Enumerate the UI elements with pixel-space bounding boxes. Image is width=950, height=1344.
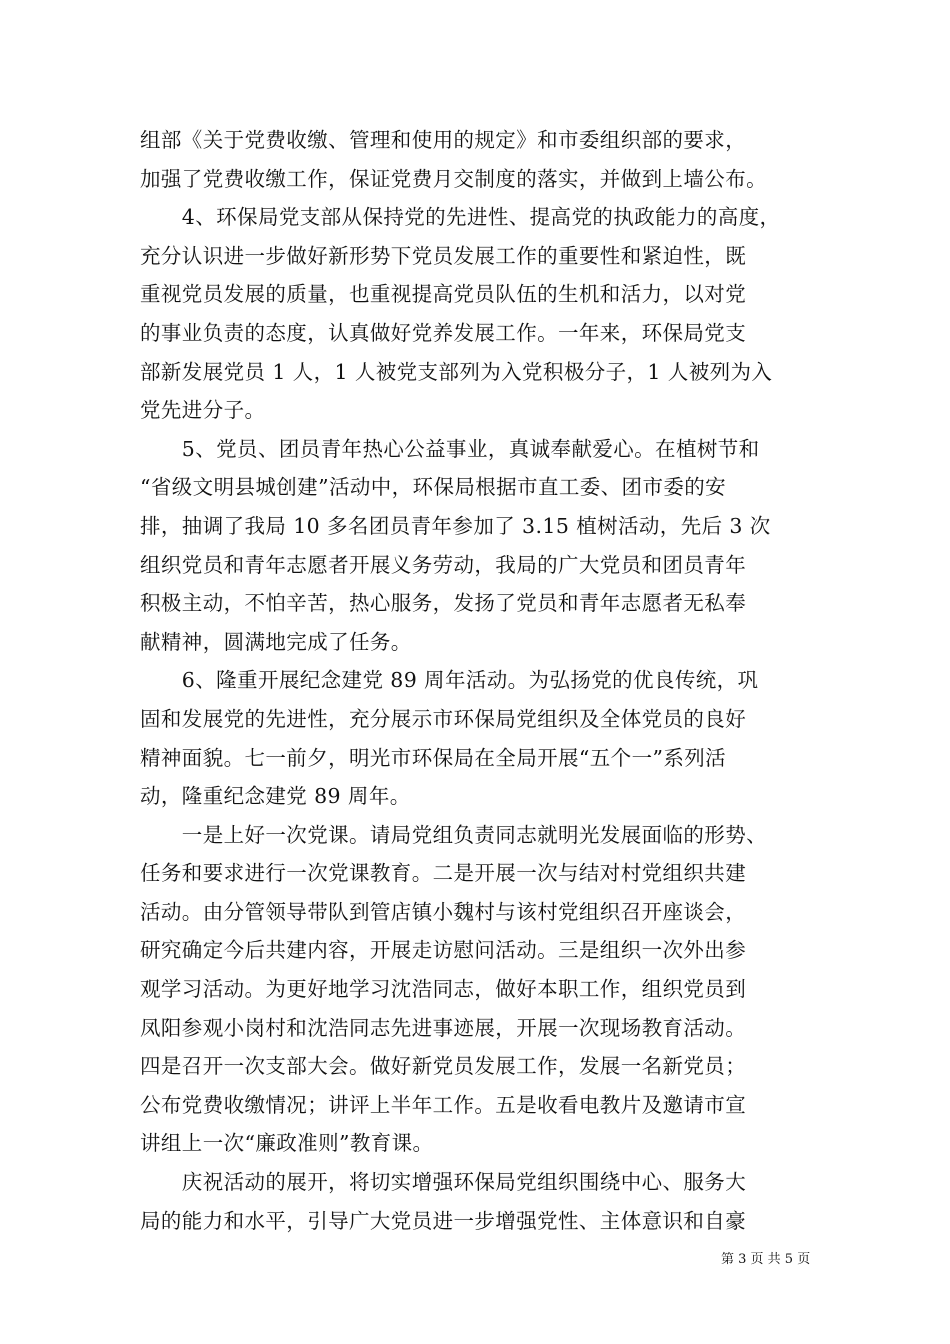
text-line: 党先进分子。: [140, 398, 266, 423]
text-line: 6、隆重开展纪念建党 89 周年活动。为弘扬党的优良传统，巩: [140, 668, 759, 693]
text-line: 观学习活动。为更好地学习沈浩同志，做好本职工作，组织党员到: [140, 977, 747, 1002]
text-line: 任务和要求进行一次党课教育。二是开展一次与结对村党组织共建: [140, 861, 747, 886]
text-line: 精神面貌。七一前夕，明光市环保局在全局开展“五个一”系列活: [140, 745, 727, 770]
text-line: 的事业负责的态度，认真做好党养发展工作。一年来，环保局党支: [140, 320, 747, 345]
text-line: 献精神，圆满地完成了任务。: [140, 629, 412, 654]
document-body: [140, 121, 816, 1240]
text-line: 5、党员、团员青年热心公益事业，真诚奉献爱心。在植树节和: [140, 436, 760, 461]
text-line: 研究确定今后共建内容，开展走访慰问活动。三是组织一次外出参: [140, 938, 747, 963]
text-line: 公布党费收缴情况；讲评上半年工作。五是收看电教片及邀请市宣: [140, 1092, 747, 1117]
text-line: 组部《关于党费收缴、管理和使用的规定》和市委组织部的要求，: [140, 128, 747, 152]
text-line: 组织党员和青年志愿者开展义务劳动，我局的广大党员和团员青年: [140, 552, 747, 577]
text-line: “省级文明县城创建”活动中，环保局根据市直工委、团市委的安: [140, 475, 727, 500]
text-line: 固和发展党的先进性，充分展示市环保局党组织及全体党员的良好: [140, 706, 747, 731]
text-line: 局的能力和水平，引导广大党员进一步增强党性、主体意识和自豪: [140, 1208, 747, 1233]
text-line: 4、环保局党支部从保持党的先进性、提高党的执政能力的高度，: [140, 205, 781, 230]
text-line: 四是召开一次支部大会。做好新党员发展工作，发展一名新党员；: [140, 1054, 747, 1079]
text-line: 排，抽调了我局 10 多名团员青年参加了 3.15 植树活动，先后 3 次: [140, 513, 771, 538]
text-line: 动，隆重纪念建党 89 周年。: [140, 784, 411, 809]
text-line: 充分认识进一步做好新形势下党员发展工作的重要性和紧迫性，既: [140, 243, 747, 268]
text-line: 一是上好一次党课。请局党组负责同志就明光发展面临的形势、: [140, 822, 767, 847]
text-line: 加强了党费收缴工作，保证党费月交制度的落实，并做到上墙公布。: [140, 166, 767, 191]
text-line: 积极主动，不怕辛苦，热心服务，发扬了党员和青年志愿者无私奉: [140, 591, 747, 616]
text-line: 重视党员发展的质量，也重视提高党员队伍的生机和活力，以对党: [140, 282, 747, 307]
text-line: 讲组上一次“廉政准则”教育课。: [140, 1131, 434, 1156]
text-line: 庆祝活动的展开，将切实增强环保局党组织围绕中心、服务大: [140, 1170, 747, 1195]
text-line: 活动。由分管领导带队到管店镇小魏村与该村党组织召开座谈会，: [140, 899, 747, 924]
page-number-footer: 第 3 页 共 5 页: [721, 1252, 811, 1267]
text-line: 部新发展党员 1 人，1 人被党支部列为入党积极分子，1 人被列为入: [140, 359, 773, 384]
text-line: 凤阳参观小岗村和沈浩同志先进事迹展，开展一次现场教育活动。: [140, 1015, 747, 1040]
